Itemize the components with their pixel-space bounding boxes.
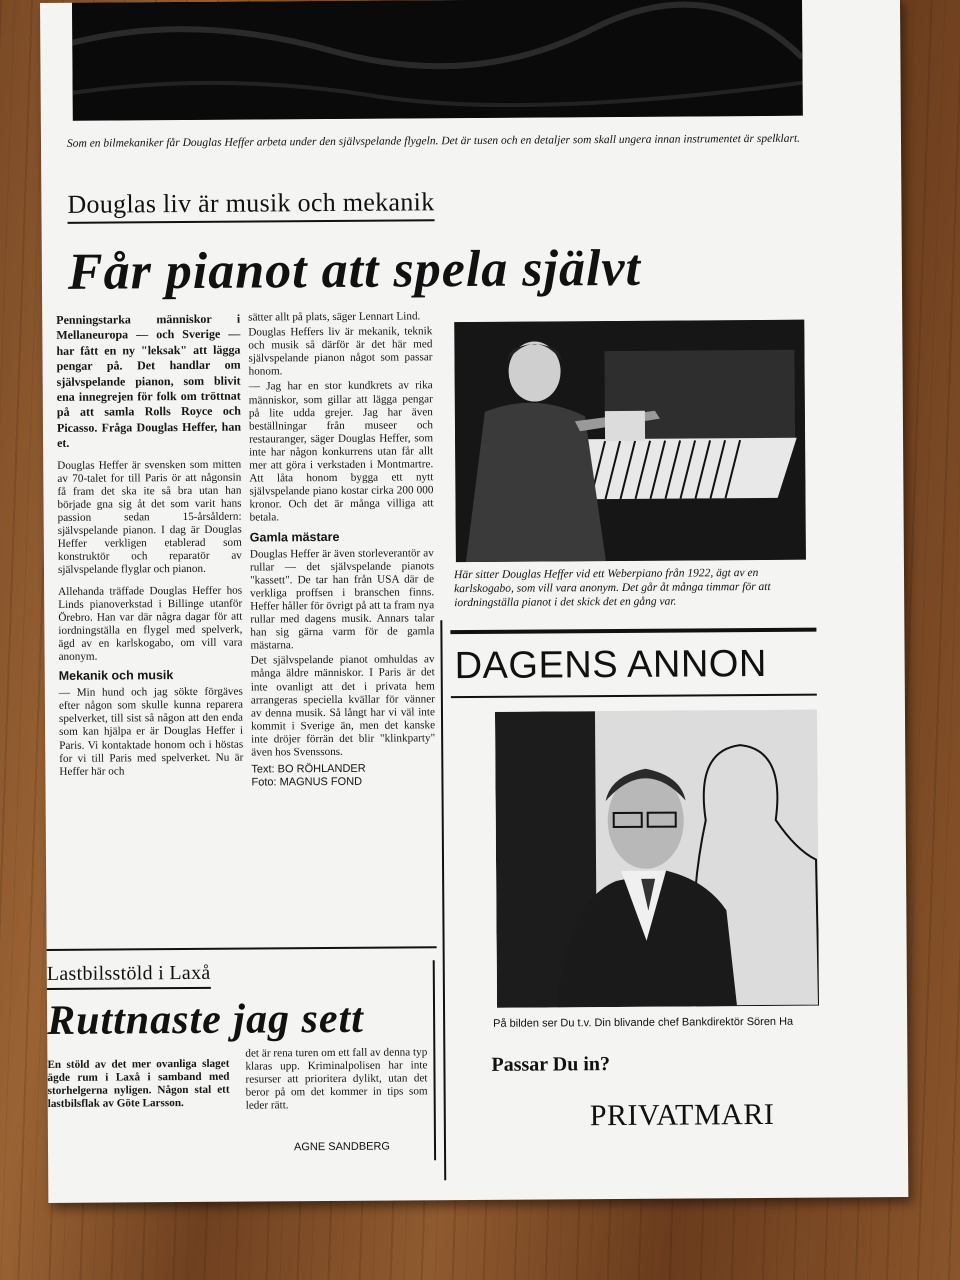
article-paragraph: — Jag har en stor kundkrets av rika människor, som gillar att lägga pengar på lite udda grejer. Jag har även beställningar från museer och restauranger, säger Douglas Heffer, som inte har någon konkurrens utan får allt mer att göra i verkstaden i Montmartre. Att låta honom bygga ett nytt självspelande piano kostar cirka 200 000 kronor. Och det är många villiga att betala. [248, 379, 434, 524]
second-article-column-2: det är rena turen om ett fall av denna typ klaras upp. Kriminalpolisen har inte resurser att prioritera dylikt, utan det beror på om det kommer in tips som leder rätt. [245, 1046, 428, 1112]
ad-photo-image [495, 710, 819, 1008]
article-paragraph: sätter allt på plats, säger Lennart Lind. [248, 310, 421, 324]
article-paragraph: Douglas Heffer är även storleverantör av rullar — det självspelande pianots "kassett". De tar han från USA där de verkliga proffsen i branschen finns. Heffer håller för övrigt på att ta fram nya rullar med dagens musik. Annars talar han sig gärna varm för de gamla mästarna. [249, 546, 435, 652]
ad-photo [495, 710, 819, 1008]
text-credit: Text: BO RÖHLANDER [251, 762, 366, 776]
ad-photo-caption: På bilden ser Du t.v. Din blivande chef Bankdirektör Sören Ha [493, 1015, 794, 1030]
ad-heading-rule [451, 694, 817, 699]
piano-photo [454, 320, 806, 562]
article-paragraph: Allehanda träffade Douglas Heffer hos Linds pianoverkstad i Billinge utanför Örebro. Han var där några dagar för att iordningställa en flygel med spelverk, ägd av en karlskogabo, om vill vara anonym. [58, 584, 243, 663]
article-paragraph: Douglas Heffers liv är mekanik, teknik och musik så därför är det här med självspelande pianon något som passar honom. [248, 325, 433, 378]
article-column-1 [56, 312, 243, 781]
newspaper-clipping [40, 0, 908, 1203]
ad-brand: PRIVATMARI [589, 1097, 775, 1133]
piano-photo-caption: Här sitter Douglas Heffer vid ett Weberpiano från 1922, ägt av en karlskogabo, som vill vara anonym. Det går åt många timmar för att iordningställa pianot i det skick det en gång var. [453, 567, 771, 610]
article-headline: Får pianot att spela självt [67, 239, 642, 301]
article-paragraph: — Min hund och jag sökte förgäves efter någon som skulle kunna reparera spelverket, till sist så någon att den enda som kan hjälpa er är Douglas Heffer i Paris. Vi kontaktade honom och i höstas for vi till Paris med spelverket. Nu är Heffer här och [58, 685, 244, 778]
piano-photo-image [454, 320, 806, 562]
photo-credit: Foto: MAGNUS FOND [251, 775, 363, 789]
subheading-gamla: Gamla mästare [249, 529, 340, 545]
top-photo-image [72, 0, 803, 121]
second-article-headline: Ruttnaste jag sett [46, 995, 364, 1044]
section-divider [47, 946, 437, 951]
top-photo-caption: Som en bilmekaniker får Douglas Heffer arbeta under den självspelande flygeln. Det är tusen och en detaljer som skall ungera innan instrumentet är spelklart. [66, 132, 801, 150]
second-article-right-rule [433, 960, 436, 1160]
top-photo [72, 0, 803, 121]
ad-top-rule [450, 628, 816, 635]
article-column-2 [248, 310, 435, 789]
second-article-column-1: En stöld av det mer ovanliga slaget ägde rum i Laxå i samband med storhelgerna nyligen. Någon stal ett lastbilsflak av Göte Larsson. [47, 1057, 230, 1111]
article-kicker: Douglas liv är musik och mekanik [67, 187, 434, 224]
ad-heading: DAGENS ANNON [454, 642, 767, 688]
article-paragraph: Douglas Heffer är svensken som mitten av 70-talet for till Paris ör att någonsin få fram det ska ite så bra utan han började gna sig åt det som varit hans passion sedan 15-årsåldern: självspelande pianon. I dag är Douglas Heffer verkligen etablerad som konstruktör och reparatör av självspelande flyglar och pianon. [57, 458, 242, 577]
second-article-byline: AGNE SANDBERG [293, 1140, 391, 1154]
subheading-mekanik: Mekanik och musik [58, 668, 174, 683]
article-paragraph: Det självspelande pianot omhuldas av många äldre människor. I Paris är det inte ovanligt att det i privata hem arrangeras speciella kvällar för vänner av denna musik. Så långt har vi väl inte kommit i Sverige än, men det kanske inte dröjer förrän det blir "klinkparty" även hos Svenssons. [250, 653, 436, 759]
ad-left-rule [440, 620, 446, 1180]
second-article-kicker: Lastbilsstöld i Laxå [47, 962, 211, 990]
article-lead: Penningstarka människor i Mellaneuropa — och Sverige — har fått en ny "leksak" att lägga pengar på. Det handlar om självspelande pianon, som blivit ena innegrejen för folk om tröttnat på att samla Rolls Royce och Picasso. Fråga Douglas Heffer, han et. [56, 311, 242, 451]
ad-question: Passar Du in? [491, 1053, 611, 1076]
